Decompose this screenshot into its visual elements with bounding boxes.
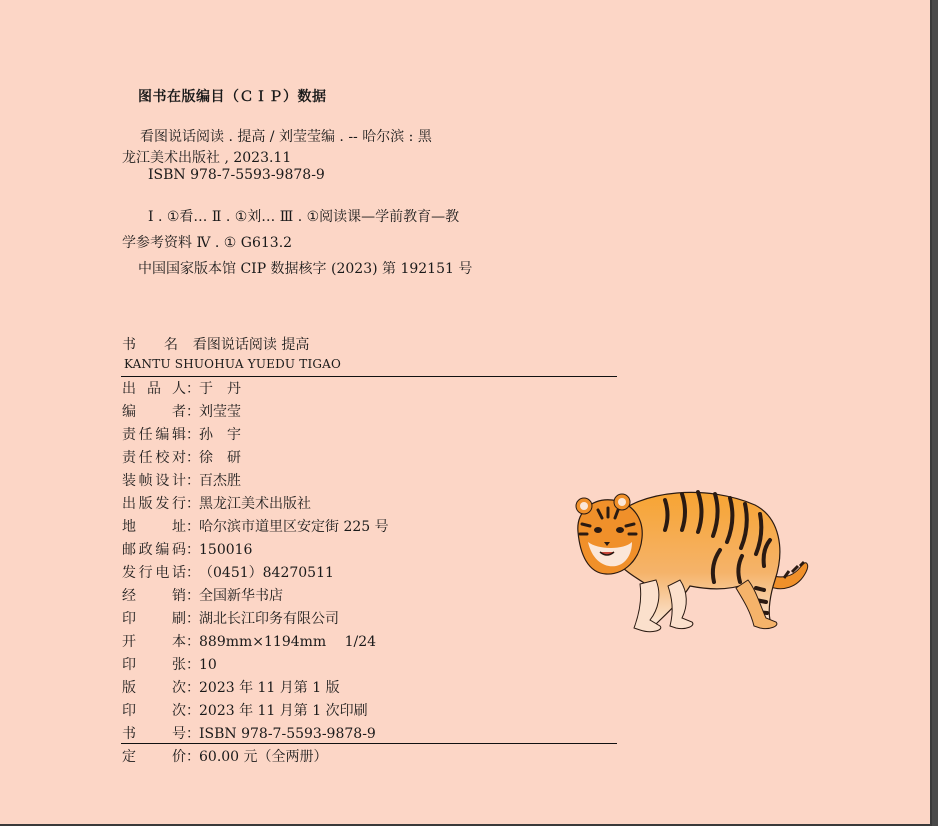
spec-colon: ： [186, 381, 200, 397]
spec-colon: ： [186, 496, 200, 512]
spec-colon: ： [186, 542, 200, 558]
spec-row [122, 608, 622, 631]
spec-label: 印次 [122, 703, 186, 719]
spec-row [122, 447, 622, 470]
spec-label: 开本 [122, 634, 186, 650]
cip-isbn: ISBN 978-7-5593-9878-9 [148, 167, 325, 183]
spec-value: 60.00 元（全两册） [199, 749, 328, 765]
spec-colon: ： [186, 565, 200, 581]
cip-number: 中国国家版本馆 CIP 数据核字 (2023) 第 192151 号 [138, 261, 473, 277]
spec-colon: ： [186, 657, 200, 673]
book-name-value: 看图说话阅读 提高 [192, 337, 310, 353]
spec-row [122, 654, 622, 677]
spec-list [122, 378, 622, 769]
spec-value: 2023 年 11 月第 1 次印刷 [199, 703, 368, 719]
spec-value: 哈尔滨市道里区安定街 225 号 [199, 519, 389, 535]
spec-value: 150016 [199, 542, 253, 558]
spec-value: 湖北长江印务有限公司 [199, 611, 339, 627]
spec-label: 编者 [122, 404, 186, 420]
spec-row [122, 493, 622, 516]
spec-value: 孙 宇 [199, 427, 241, 443]
cip-line: 龙江美术出版社 , 2023.11 [122, 150, 292, 166]
spec-row [122, 585, 622, 608]
spec-row [122, 401, 622, 424]
spec-colon: ： [186, 404, 200, 420]
spec-value: 2023 年 11 月第 1 版 [199, 680, 340, 696]
spec-value: 10 [199, 657, 217, 673]
top-rule [121, 376, 617, 377]
cip-line: Ⅰ . ①看… Ⅱ . ①刘… Ⅲ . ①阅读课—学前教育—教 [148, 209, 460, 225]
spec-value: （0451）84270511 [199, 565, 334, 581]
spec-row [122, 746, 622, 769]
spec-colon: ： [186, 450, 200, 466]
spec-row [122, 631, 622, 654]
spec-row [122, 539, 622, 562]
bottom-rule [121, 743, 617, 744]
spec-value: 黑龙江美术出版社 [199, 496, 311, 512]
tiger-illustration [570, 480, 815, 640]
spec-value: 全国新华书店 [199, 588, 283, 604]
spec-label: 版次 [122, 680, 186, 696]
spec-row [122, 562, 622, 585]
cip-line: 学参考资料 Ⅳ . ① G613.2 [122, 235, 293, 251]
spec-label: 印刷 [122, 611, 186, 627]
spec-label: 定价 [122, 749, 186, 765]
spec-label: 地址 [122, 519, 186, 535]
spec-value: 刘莹莹 [199, 404, 241, 420]
cip-line: 看图说话阅读 . 提高 / 刘莹莹编 . -- 哈尔滨 : 黑 [140, 129, 432, 145]
spec-label: 经销 [122, 588, 186, 604]
spec-label: 出版发行 [122, 496, 186, 512]
spec-colon: ： [186, 473, 200, 489]
spec-label: 邮政编码 [122, 542, 186, 558]
spec-label: 发行电话 [122, 565, 186, 581]
book-pinyin: KANTU SHUOHUA YUEDU TIGAO [124, 357, 342, 371]
spec-row [122, 424, 622, 447]
spec-row [122, 677, 622, 700]
spec-colon: ： [186, 749, 200, 765]
spec-value: 百杰胜 [199, 473, 241, 489]
spec-row [122, 516, 622, 539]
book-name-row [122, 334, 309, 354]
spec-colon: ： [186, 703, 200, 719]
spec-label: 责任编辑 [122, 427, 186, 443]
spec-row [122, 470, 622, 493]
spec-label: 书号 [122, 726, 186, 742]
spec-colon: ： [186, 588, 200, 604]
spec-label: 责任校对 [122, 450, 186, 466]
spec-colon: ： [186, 427, 200, 443]
spec-value: 于 丹 [199, 381, 241, 397]
cip-title: 图书在版编目（ＣＩＰ）数据 [138, 89, 327, 105]
spec-colon: ： [186, 680, 200, 696]
spec-label: 印张 [122, 657, 186, 673]
spec-label: 装帧设计 [122, 473, 186, 489]
book-name-label: 书 名 [122, 337, 178, 353]
spec-value: 徐 研 [199, 450, 241, 466]
spec-colon: ： [186, 611, 200, 627]
spec-row [122, 378, 622, 401]
spec-row [122, 700, 622, 723]
spec-colon: ： [186, 634, 200, 650]
spec-colon: ： [186, 519, 200, 535]
spec-label: 出品人 [122, 381, 186, 397]
spec-value: 889mm×1194mm 1/24 [199, 634, 377, 650]
spec-value: ISBN 978-7-5593-9878-9 [199, 726, 376, 742]
spec-colon: ： [186, 726, 200, 742]
